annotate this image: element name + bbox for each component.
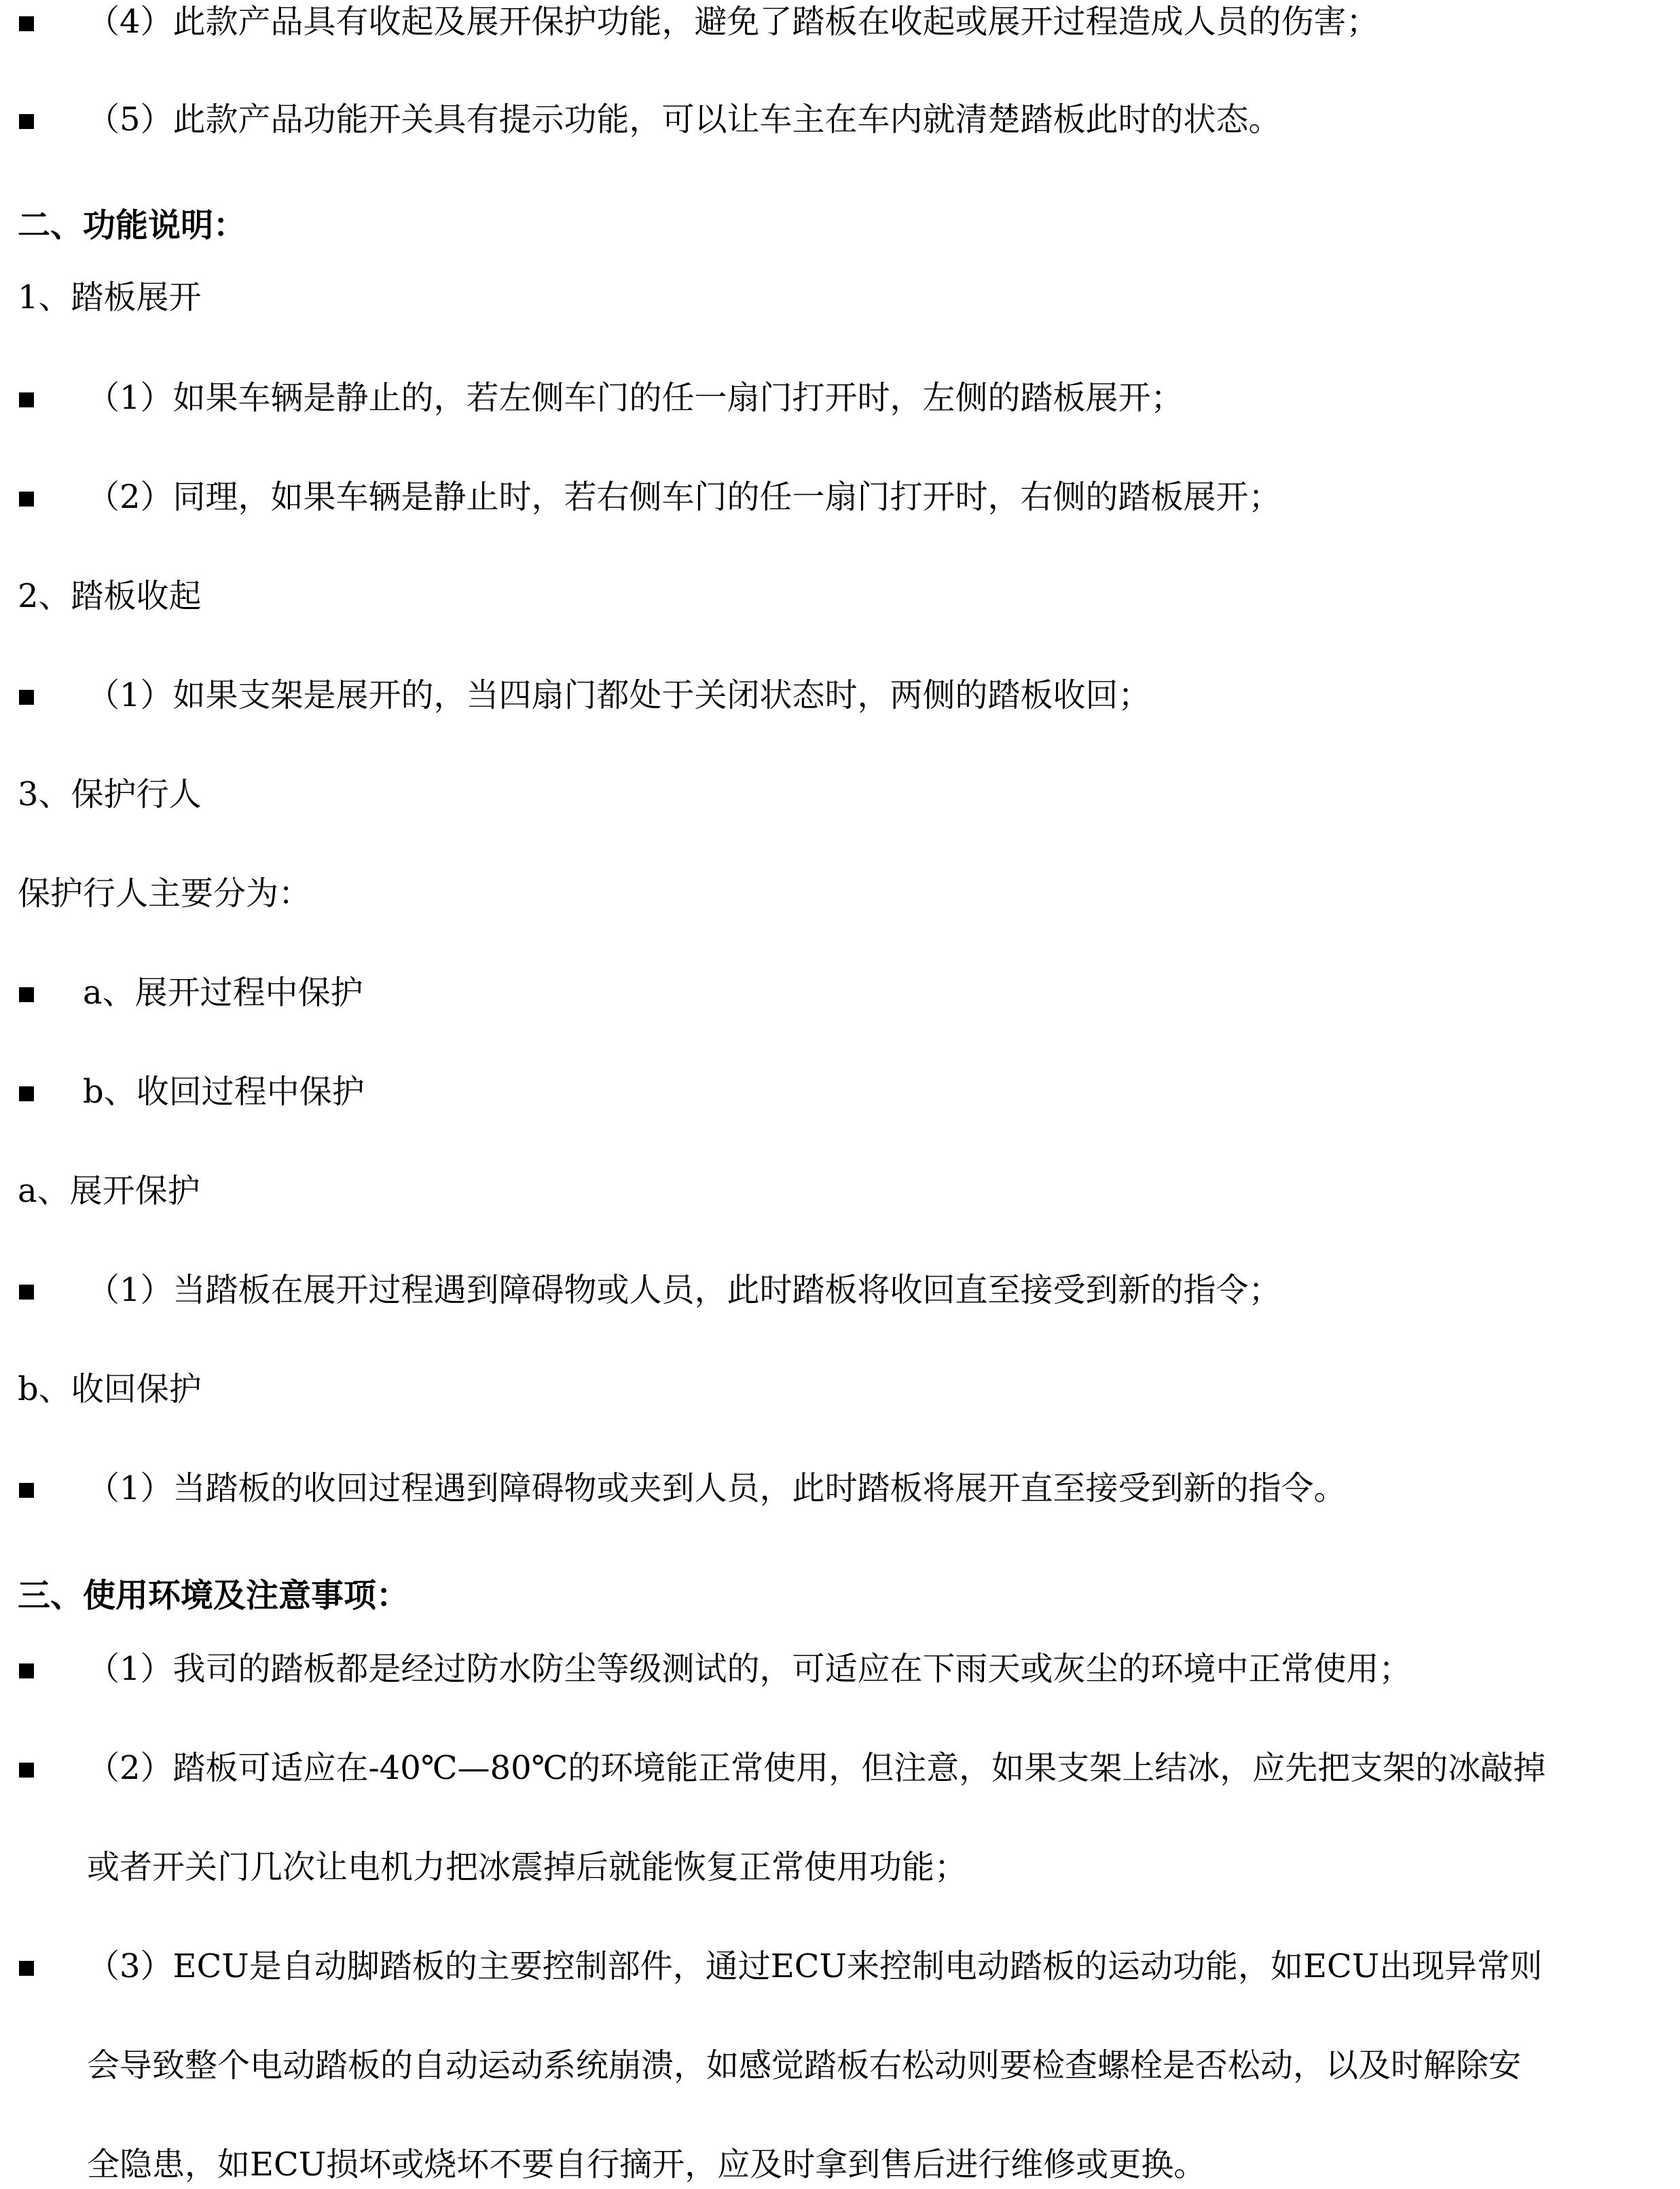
- list-item-text: （1）当踏板在展开过程遇到障碍物或人员，此时踏板将收回直至接受到新的指令；: [87, 1271, 1281, 1309]
- bullet-square-icon: [19, 1086, 34, 1101]
- section-title: 三、使用环境及注意事项：: [18, 1577, 409, 1615]
- bullet-square-icon: [19, 114, 34, 129]
- list-item-text: a、展开过程中保护: [83, 974, 363, 1012]
- subsection-title: 1、踏板展开: [18, 278, 202, 316]
- bullet-square-icon: [19, 1483, 34, 1498]
- list-item-text: 全隐患，如ECU损坏或烧坏不要自行摘开，应及时拿到售后进行维修或更换。: [87, 2146, 1207, 2184]
- list-item-text: （1）如果车辆是静止的，若左侧车门的任一扇门打开时，左侧的踏板展开；: [87, 379, 1184, 417]
- list-item-text: （1）如果支架是展开的，当四扇门都处于关闭状态时，两侧的踏板收回；: [87, 676, 1151, 714]
- list-item-text: （1）当踏板的收回过程遇到障碍物或夹到人员，此时踏板将展开直至接受到新的指令。: [87, 1469, 1347, 1507]
- bullet-square-icon: [19, 1961, 34, 1976]
- paragraph-text: 保护行人主要分为：: [18, 875, 312, 913]
- list-item-text: （1）我司的踏板都是经过防水防尘等级测试的，可适应在下雨天或灰尘的环境中正常使用；: [87, 1650, 1412, 1688]
- bullet-square-icon: [19, 1663, 34, 1678]
- section-title: 二、功能说明：: [18, 206, 246, 244]
- bullet-square-icon: [19, 392, 34, 407]
- list-item-text: 或者开关门几次让电机力把冰震掉后就能恢复正常使用功能；: [87, 1848, 968, 1886]
- subsection-title: a、展开保护: [18, 1172, 200, 1210]
- list-item-text: （2）踏板可适应在-40℃—80℃的环境能正常使用，但注意，如果支架上结冰，应先把支架的冰敲掉: [87, 1749, 1546, 1787]
- bullet-square-icon: [19, 492, 34, 507]
- list-item-text: （3）ECU是自动脚踏板的主要控制部件，通过ECU来控制电动踏板的运动功能，如ECU出现异常则: [87, 1947, 1543, 1985]
- bullet-square-icon: [19, 987, 34, 1002]
- subsection-title: 3、保护行人: [18, 775, 202, 813]
- list-item-text: （2）同理，如果车辆是静止时，若右侧车门的任一扇门打开时，右侧的踏板展开；: [87, 478, 1281, 516]
- bullet-square-icon: [19, 1763, 34, 1778]
- subsection-title: 2、踏板收起: [18, 577, 202, 615]
- bullet-square-icon: [19, 16, 34, 31]
- list-item-text: （5）此款产品功能开关具有提示功能，可以让车主在车内就清楚踏板此时的状态。: [87, 100, 1281, 139]
- list-item-text: （4）此款产品具有收起及展开保护功能，避免了踏板在收起或展开过程造成人员的伤害；: [87, 3, 1379, 41]
- list-item-text: b、收回过程中保护: [83, 1073, 365, 1111]
- bullet-square-icon: [19, 690, 34, 705]
- list-item-text: 会导致整个电动踏板的自动运动系统崩溃，如感觉踏板右松动则要检查螺栓是否松动，以及时解除安: [87, 2046, 1522, 2084]
- bullet-square-icon: [19, 1285, 34, 1300]
- subsection-title: b、收回保护: [18, 1370, 202, 1408]
